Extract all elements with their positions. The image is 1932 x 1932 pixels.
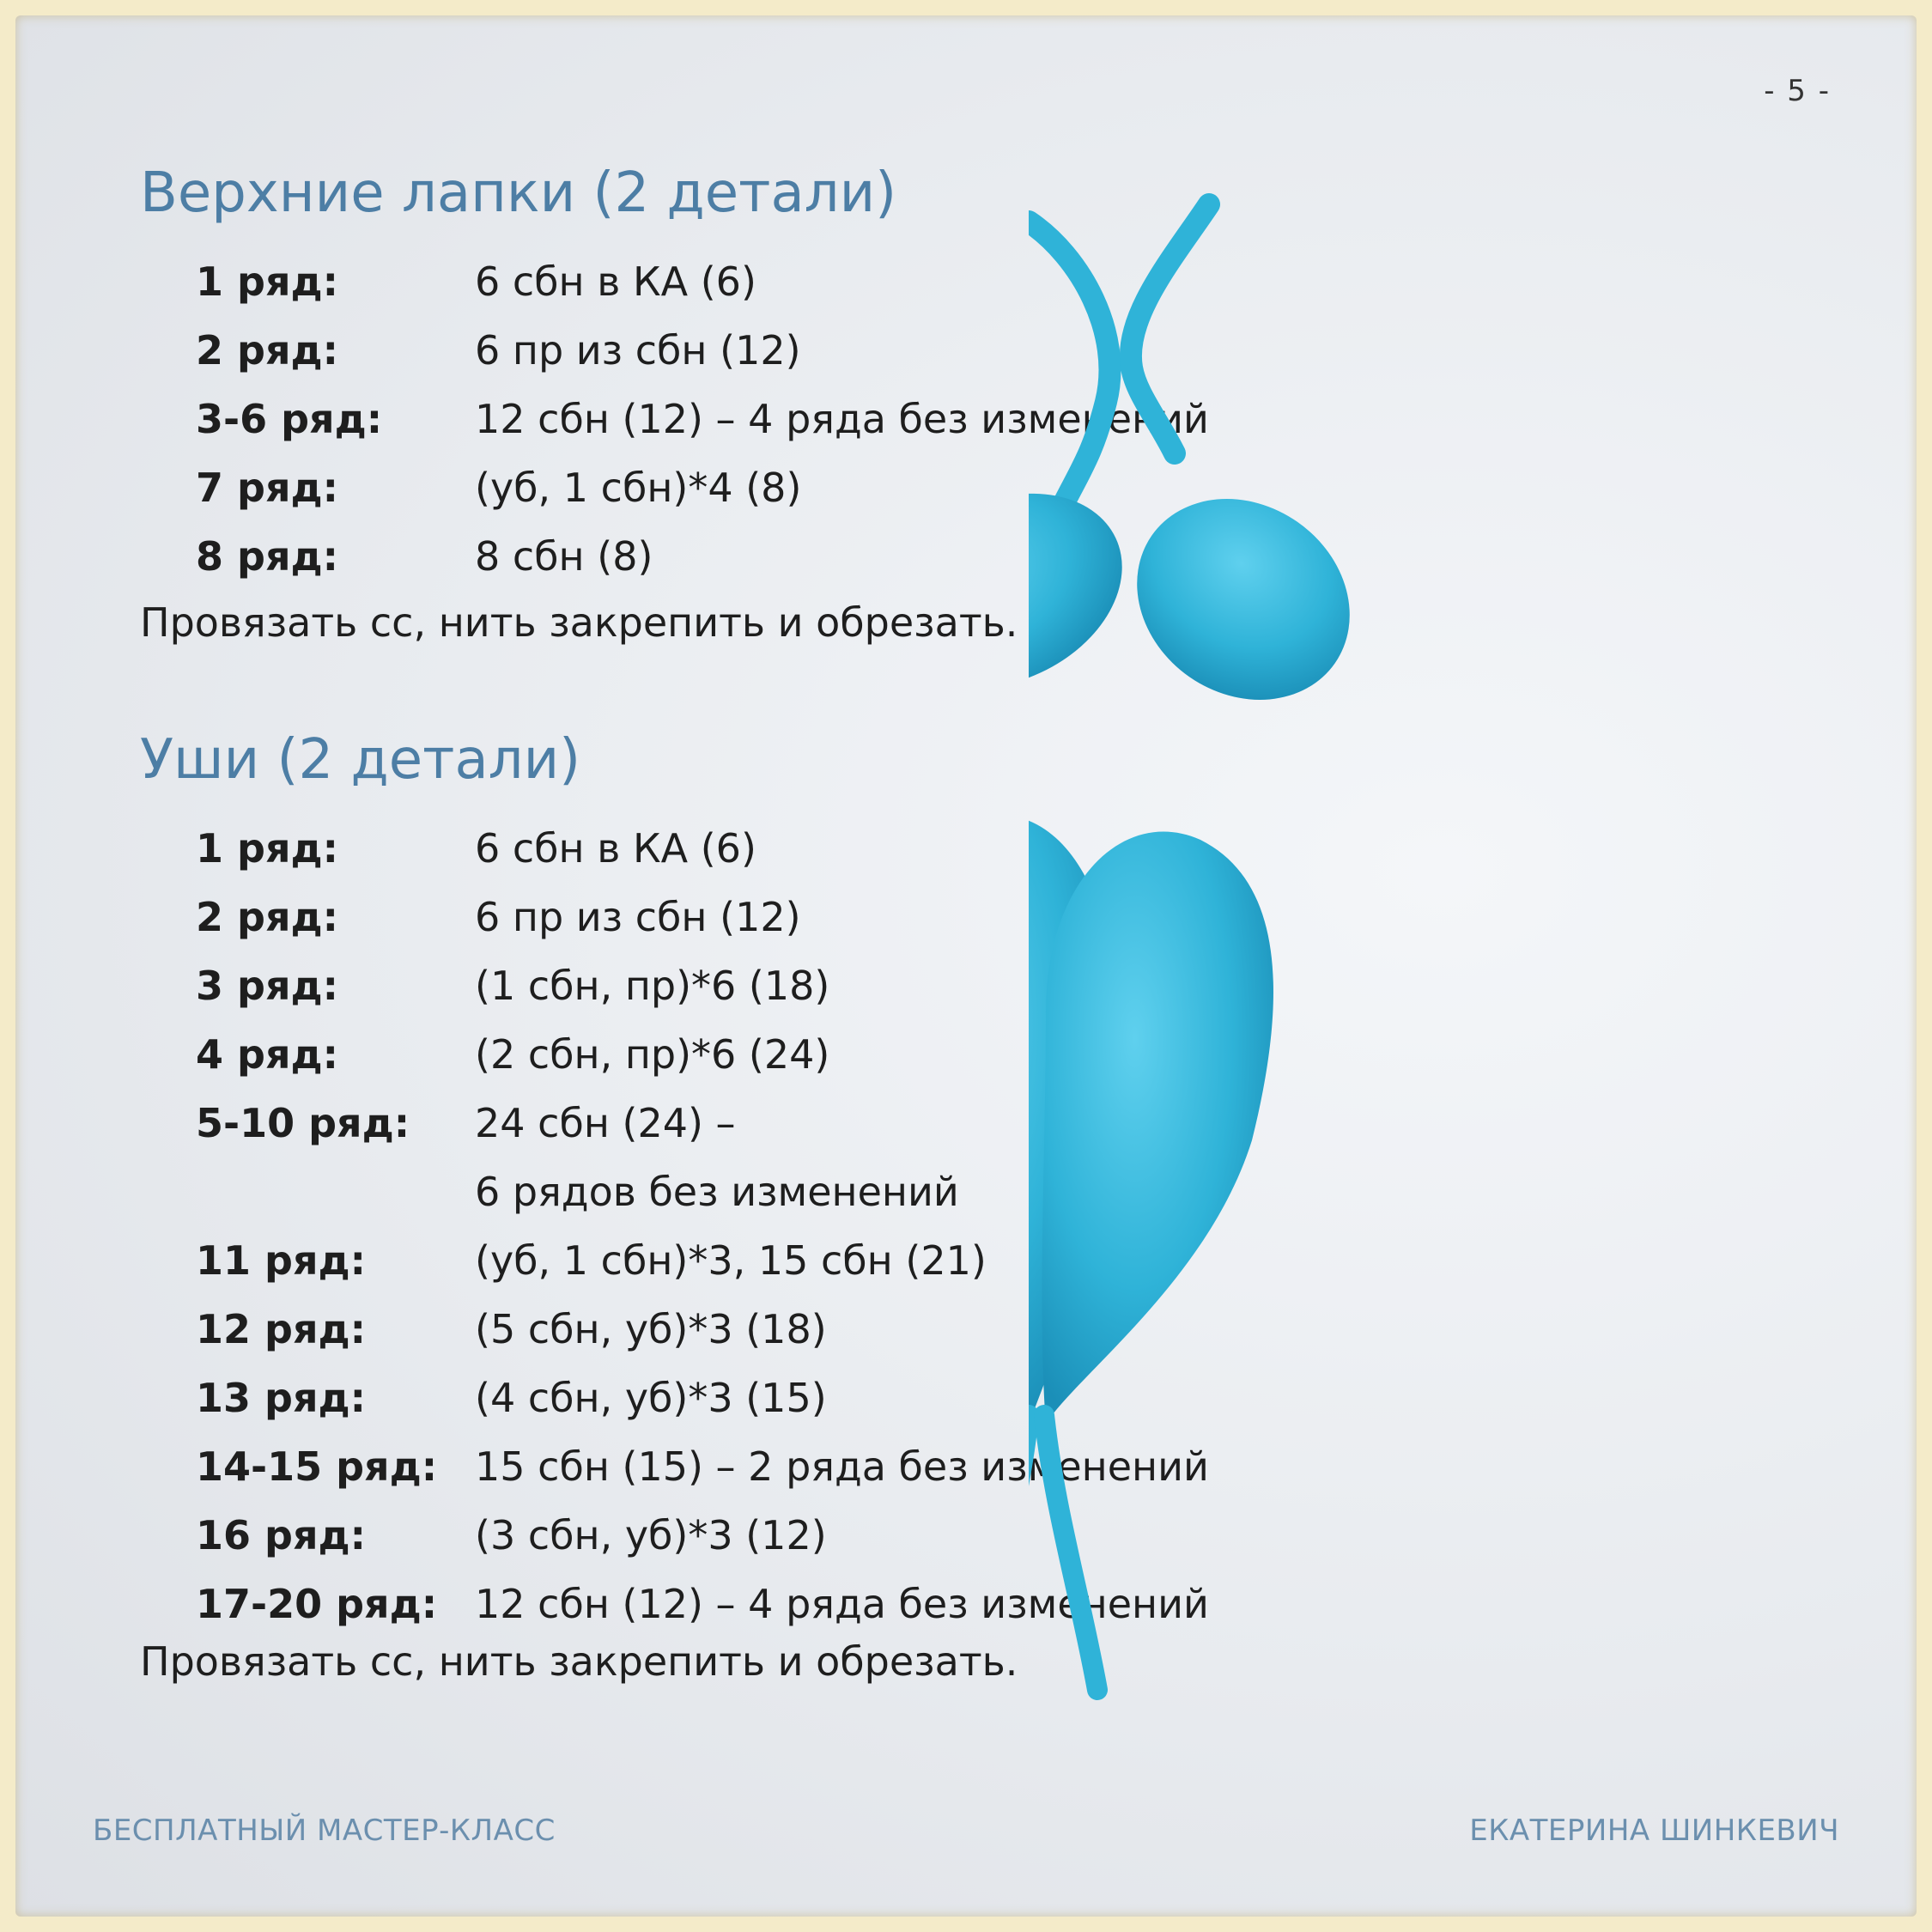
row-label: 11 ряд:	[196, 1237, 367, 1284]
row-value: (2 сбн, пр)*6 (24)	[475, 1031, 830, 1078]
row-label: 2 ряд:	[196, 327, 339, 374]
row-label: 3 ряд:	[196, 963, 339, 1009]
row-value: (уб, 1 сбн)*4 (8)	[475, 465, 802, 511]
section-title-ears: Уши (2 детали)	[140, 728, 581, 792]
note-upper-paws: Провязать сс, нить закрепить и обрезать.	[140, 599, 1018, 646]
section-title-upper-paws: Верхние лапки (2 детали)	[140, 161, 897, 225]
ear-string-right	[1044, 1415, 1097, 1690]
row-value: 6 пр из сбн (12)	[475, 327, 801, 374]
row-label: 2 ряд:	[196, 894, 339, 940]
footer-author: ЕКАТЕРИНА ШИНКЕВИЧ	[1469, 1814, 1839, 1848]
row-label: 16 ряд:	[196, 1512, 367, 1558]
ear-right	[1042, 831, 1273, 1424]
row-value: 8 сбн (8)	[475, 533, 653, 580]
paw-string-left	[1029, 222, 1109, 505]
footer-free-masterclass: БЕСПЛАТНЫЙ МАСТЕР-КЛАСС	[93, 1814, 556, 1848]
paw-right	[1097, 458, 1388, 740]
row-value: (уб, 1 сбн)*3, 15 сбн (21)	[475, 1237, 987, 1284]
row-label: 5-10 ряд:	[196, 1100, 410, 1146]
row-value: 12 сбн (12) – 4 ряда без изменений	[475, 396, 1209, 442]
row-value: 6 сбн в КА (6)	[475, 825, 756, 872]
row-label: 3-6 ряд:	[196, 396, 383, 442]
row-value: 24 сбн (24) –	[475, 1100, 736, 1146]
row-value: (3 сбн, уб)*3 (12)	[475, 1512, 827, 1558]
row-value: (5 сбн, уб)*3 (18)	[475, 1306, 827, 1352]
row-label: 12 ряд:	[196, 1306, 367, 1352]
note-ears: Провязать сс, нить закрепить и обрезать.	[140, 1638, 1018, 1685]
row-value: 15 сбн (15) – 2 ряда без изменений	[475, 1443, 1209, 1490]
row-value: 6 сбн в КА (6)	[475, 258, 756, 305]
row-label: 4 ряд:	[196, 1031, 339, 1078]
crochet-parts-photo	[1029, 110, 1896, 1793]
paw-string-right	[1131, 204, 1209, 453]
paw-left	[1029, 457, 1154, 726]
row-label: 7 ряд:	[196, 465, 339, 511]
row-label: 1 ряд:	[196, 258, 339, 305]
row-value: (4 сбн, уб)*3 (15)	[475, 1375, 827, 1421]
row-value: 6 пр из сбн (12)	[475, 894, 801, 940]
row-label: 14-15 ряд:	[196, 1443, 438, 1490]
row-value: 6 рядов без изменений	[475, 1169, 959, 1215]
row-value: (1 сбн, пр)*6 (18)	[475, 963, 830, 1009]
row-label: 17-20 ряд:	[196, 1581, 438, 1627]
row-label: 13 ряд:	[196, 1375, 367, 1421]
row-label: 8 ряд:	[196, 533, 339, 580]
row-label: 1 ряд:	[196, 825, 339, 872]
page	[15, 15, 1917, 1917]
row-value: 12 сбн (12) – 4 ряда без изменений	[475, 1581, 1209, 1627]
page-number: - 5 -	[1764, 74, 1831, 108]
